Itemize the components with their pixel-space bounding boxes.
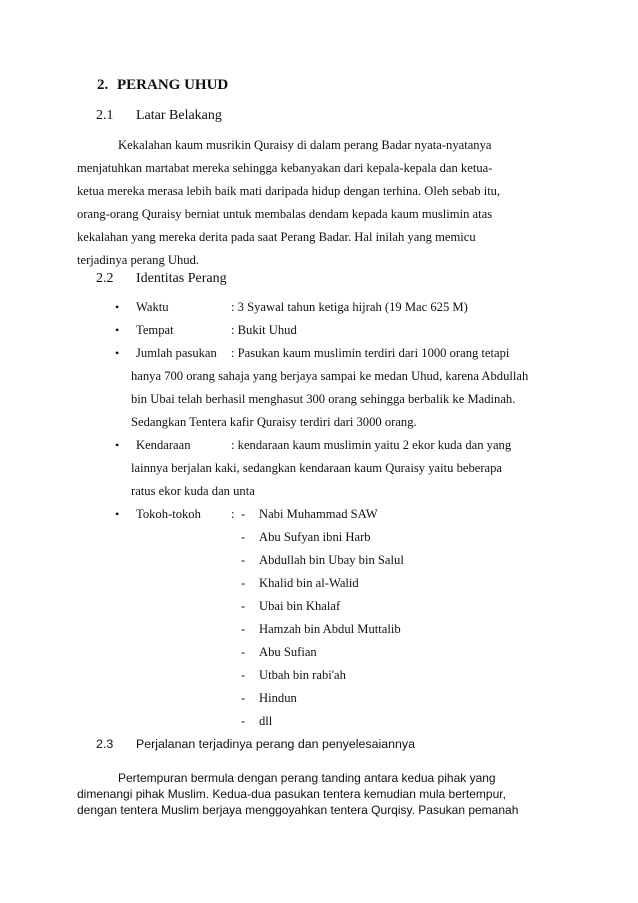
dash-marker: -	[241, 645, 246, 659]
item-label-jumlah: Jumlah pasukan	[136, 346, 217, 360]
item-label-tokoh: Tokoh-tokoh	[136, 507, 201, 521]
paragraph-line: terjadinya perang Uhud.	[77, 253, 200, 267]
tokoh-name: Khalid bin al-Walid	[259, 576, 359, 590]
bullet-icon: •	[115, 300, 120, 314]
tokoh-name: Nabi Muhammad SAW	[259, 507, 378, 521]
subsection-title: Perjalanan terjadinya perang dan penyelesaiannya	[136, 737, 415, 751]
item-value-kendaraan: lainnya berjalan kaki, sedangkan kendaraan kaum Quraisy yaitu beberapa	[131, 461, 503, 475]
paragraph-line: dimenangi pihak Muslim. Kedua-dua pasukan tentera kemudian mula bertempur,	[77, 787, 506, 801]
item-value-jumlah: bin Ubai telah berhasil menghasut 300 orang sehingga berbalik ke Madinah.	[131, 392, 516, 406]
dash-marker: -	[241, 691, 246, 705]
item-label-kendaraan: Kendaraan	[136, 438, 191, 452]
item-value-jumlah: : Pasukan kaum muslimin terdiri dari 1000 orang tetapi	[231, 346, 510, 360]
paragraph-line: dengan tentera Muslim berjaya menggoyahkan tentera Qurqisy. Pasukan pemanah	[77, 803, 519, 817]
item-label-waktu: Waktu	[136, 300, 169, 314]
dash-marker: -	[241, 622, 246, 636]
subsection-number: 2.2	[96, 271, 114, 286]
dash-marker: -	[241, 507, 246, 521]
subsection-number: 2.1	[96, 108, 114, 123]
paragraph-line: Kekalahan kaum musrikin Quraisy di dalam perang Badar nyata-nyatanya	[118, 138, 492, 152]
paragraph-line: Pertempuran bermula dengan perang tanding antara kedua pihak yang	[118, 771, 496, 785]
tokoh-name: Abu Sufian	[259, 645, 317, 659]
item-value-tempat: : Bukit Uhud	[231, 323, 297, 337]
dash-marker: -	[241, 668, 246, 682]
tokoh-name: Hindun	[259, 691, 297, 705]
paragraph-line: orang-orang Quraisy berniat untuk membalas dendam kepada kaum muslimin atas	[77, 207, 493, 221]
dash-marker: -	[241, 576, 246, 590]
section-number: 2.	[97, 77, 109, 93]
subsection-title: Latar Belakang	[136, 108, 222, 123]
section-title: PERANG UHUD	[117, 77, 229, 93]
dash-marker: -	[241, 553, 246, 567]
bullet-icon: •	[115, 323, 120, 337]
subsection-number: 2.3	[96, 737, 114, 751]
tokoh-colon: :	[231, 507, 235, 521]
item-value-kendaraan: : kendaraan kaum muslimin yaitu 2 ekor kuda dan yang	[231, 438, 512, 452]
paragraph-line: kekalahan yang mereka derita pada saat Perang Badar. Hal inilah yang memicu	[77, 230, 476, 244]
paragraph-line: ketua mereka merasa lebih baik mati daripada hidup dengan terhina. Oleh sebab itu,	[77, 184, 501, 198]
tokoh-name: Utbah bin rabi'ah	[259, 668, 346, 682]
item-value-jumlah: Sedangkan Tentera kafir Quraisy terdiri dari 3000 orang.	[131, 415, 417, 429]
bullet-icon: •	[115, 507, 120, 521]
item-value-jumlah: hanya 700 orang sahaja yang berjaya sampai ke medan Uhud, karena Abdullah	[131, 369, 529, 383]
dash-marker: -	[241, 714, 246, 728]
bullet-icon: •	[115, 438, 120, 452]
subsection-title: Identitas Perang	[136, 271, 227, 286]
item-value-kendaraan: ratus ekor kuda dan unta	[131, 484, 255, 498]
tokoh-name: Hamzah bin Abdul Muttalib	[259, 622, 401, 636]
tokoh-name: Abu Sufyan ibni Harb	[259, 530, 371, 544]
dash-marker: -	[241, 530, 246, 544]
tokoh-name: Ubai bin Khalaf	[259, 599, 341, 613]
item-value-waktu: : 3 Syawal tahun ketiga hijrah (19 Mac 625 M)	[231, 300, 468, 314]
item-label-tempat: Tempat	[136, 323, 174, 337]
bullet-icon: •	[115, 346, 120, 360]
dash-marker: -	[241, 599, 246, 613]
tokoh-name: Abdullah bin Ubay bin Salul	[259, 553, 404, 567]
tokoh-name: dll	[259, 714, 273, 728]
paragraph-line: menjatuhkan martabat mereka sehingga kebanyakan dari kepala-kepala dan ketua-	[77, 161, 493, 175]
